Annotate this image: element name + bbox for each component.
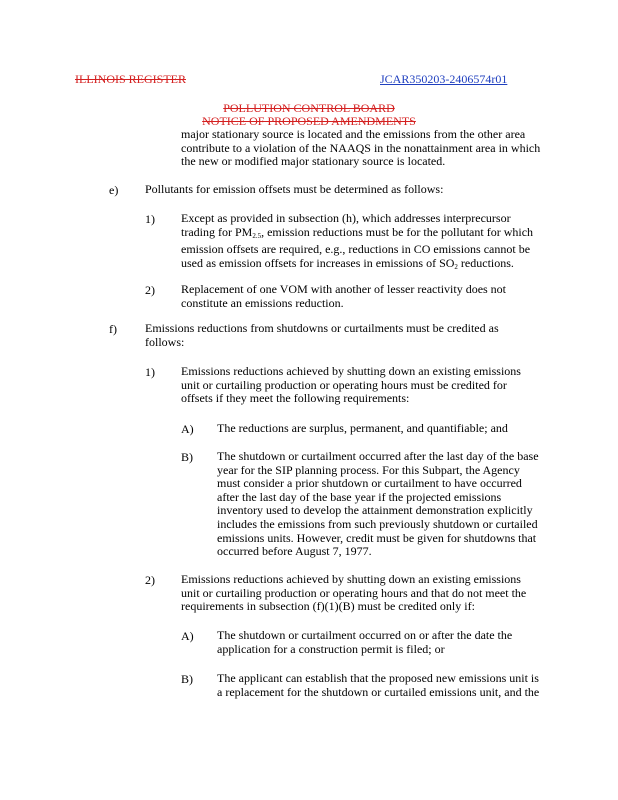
board-title: POLLUTION CONTROL BOARD: [223, 101, 395, 115]
text-line: Emissions reductions from shutdowns or curtailments must be credited as: [145, 321, 499, 335]
text-line: must consider a prior shutdown or curtailment to have occurred: [217, 476, 522, 491]
text-line: The shutdown or curtailment occurred on or after the date the: [217, 628, 513, 642]
text-line: Emissions reductions achieved by shutting down an existing emissions: [181, 364, 521, 378]
text-fragment: reductions.: [457, 255, 514, 270]
item-f2b-label: B): [181, 672, 193, 686]
subsection-e-label: e): [109, 183, 119, 197]
text-line: The shutdown or curtailment occurred after the last day of the base: [217, 449, 539, 463]
item-f1-text: [181, 365, 521, 406]
text-line: follows:: [145, 334, 185, 349]
text-line: Pollutants for emission offsets must be determined as follows:: [145, 182, 444, 196]
item-f2a-label: A): [181, 629, 194, 643]
text-fragment: trading for PM: [181, 224, 253, 239]
text-line: inventory used to develop the attainment demonstration explicitly: [217, 503, 533, 518]
text-line: offsets if they meet the following requirements:: [181, 391, 410, 406]
text-line: after the last day of the base year if the projected emissions: [217, 489, 502, 504]
text-line: major stationary source is located and the emissions from the other area: [181, 127, 526, 141]
text-fragment: , emission reductions must be for the pollutant for which: [261, 224, 534, 239]
text-line: year for the SIP planning process. For this Subpart, the Agency: [217, 462, 520, 477]
document-code-link[interactable]: JCAR350203-2406574r01: [380, 72, 508, 86]
item-f1b-label: B): [181, 450, 193, 464]
text-line: [181, 257, 533, 275]
item-e2-label: 2): [145, 283, 155, 297]
text-line: emissions units. However, credit must be given for shutdowns that: [217, 530, 537, 545]
text-line: Replacement of one VOM with another of lesser reactivity does not: [181, 282, 507, 296]
text-line: Except as provided in subsection (h), which addresses interprecursor: [181, 211, 511, 225]
item-f2-text: [181, 573, 526, 614]
text-line: unit or curtailing production or operating hours and that do not meet the: [181, 585, 527, 600]
text-line: occurred before August 7, 1977.: [217, 544, 372, 559]
text-line: the new or modified major stationary source is located.: [181, 154, 446, 169]
subscript: 2.5: [252, 231, 262, 240]
text-line: a replacement for the shutdown or curtailed emissions unit, and the: [217, 684, 540, 699]
continuation-paragraph: [181, 128, 540, 169]
text-line: constitute an emissions reduction.: [181, 295, 344, 310]
text-fragment: used as emission offsets for increases in emissions of SO: [181, 255, 455, 270]
item-f2-label: 2): [145, 573, 155, 587]
subsection-f-text: [145, 322, 499, 349]
item-f1b-text: [217, 450, 539, 559]
item-f1a-label: A): [181, 422, 194, 436]
subsection-f-label: f): [109, 322, 117, 336]
item-f2b-text: [217, 672, 539, 699]
subscript: 2: [454, 262, 458, 271]
register-title: ILLINOIS REGISTER: [75, 72, 186, 86]
text-line: unit or curtailing production or operating hours must be credited for: [181, 377, 507, 392]
text-line: [181, 226, 533, 244]
item-f2a-text: [217, 629, 512, 656]
item-f1-label: 1): [145, 365, 155, 379]
text-line: The reductions are surplus, permanent, and quantifiable; and: [217, 421, 508, 435]
subsection-e-text: [145, 183, 443, 197]
text-line: application for a construction permit is filed; or: [217, 641, 445, 656]
text-line: requirements in subsection (f)(1)(B) must be credited only if:: [181, 599, 475, 614]
notice-title: NOTICE OF PROPOSED AMENDMENTS: [202, 114, 416, 128]
text-line: Emissions reductions achieved by shutting down an existing emissions: [181, 572, 521, 586]
text-line: contribute to a violation of the NAAQS in the nonattainment area in which: [181, 140, 541, 155]
item-e2-text: [181, 283, 506, 310]
item-e1-text: [181, 212, 533, 274]
item-e1-label: 1): [145, 212, 155, 226]
text-line: includes the emissions from such previously shutdown or curtailed: [217, 516, 538, 531]
text-line: The applicant can establish that the proposed new emissions unit is: [217, 671, 539, 685]
text-line: emission offsets are required, e.g., reductions in CO emissions cannot be: [181, 242, 531, 257]
item-f1a-text: [217, 422, 508, 436]
